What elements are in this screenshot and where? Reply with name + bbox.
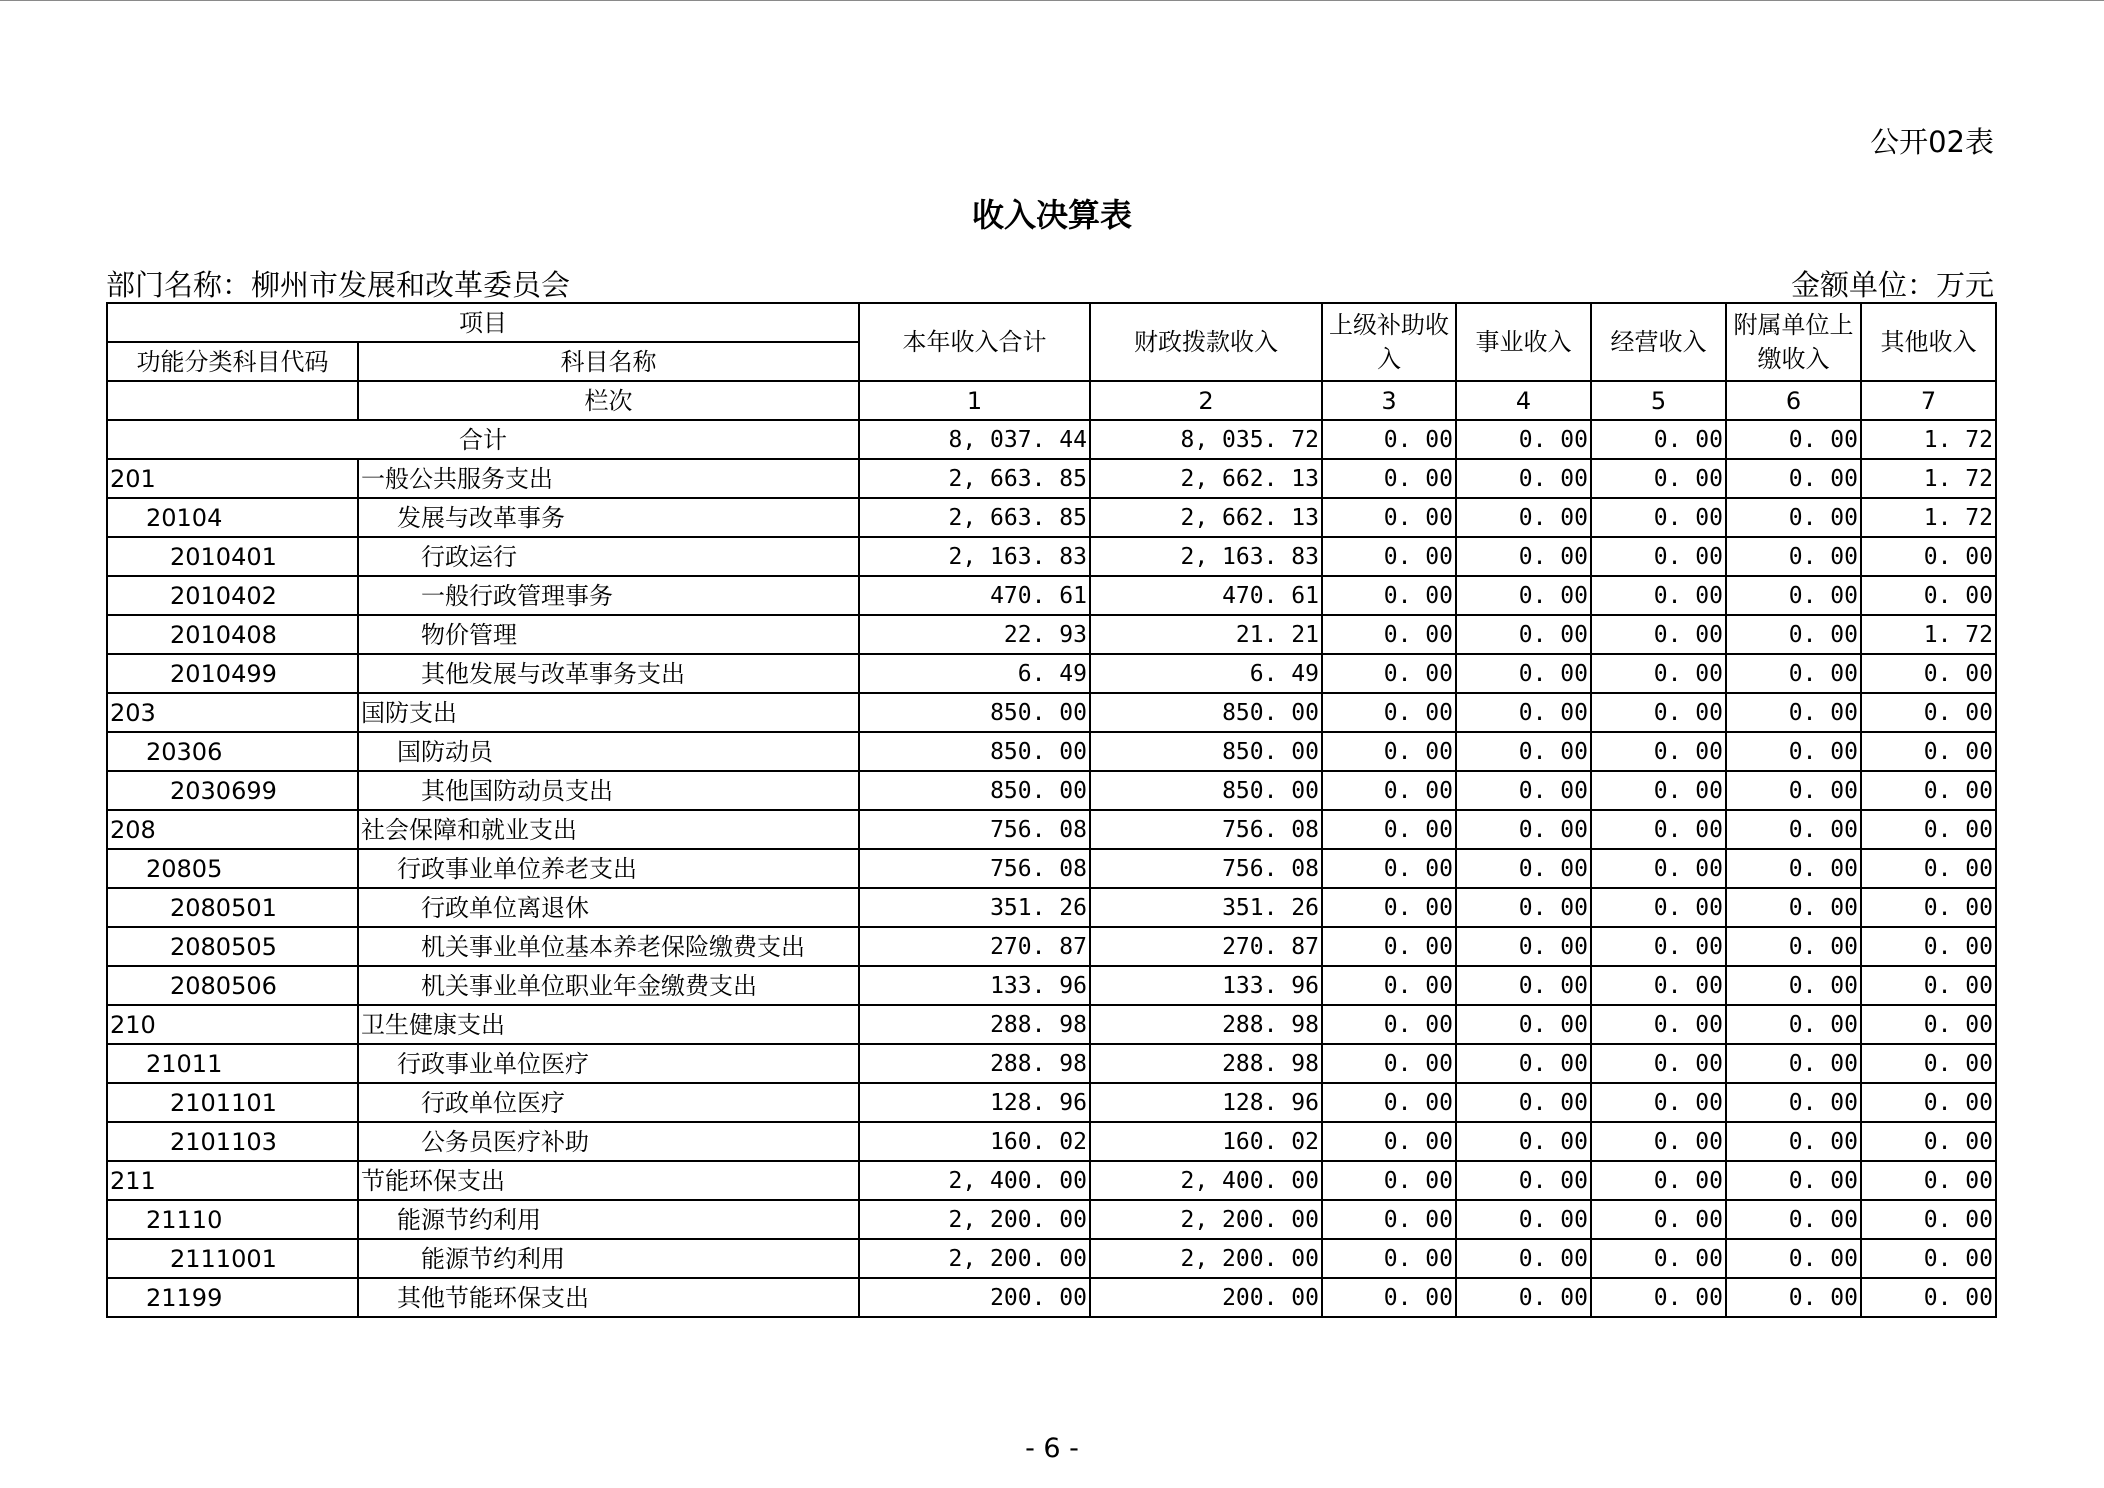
- amount-cell: 0. 00: [1591, 576, 1726, 615]
- amount-cell: 0. 00: [1861, 693, 1996, 732]
- subject-code: 21199: [107, 1278, 358, 1317]
- table-row: [107, 1161, 1996, 1200]
- amount-cell: 0. 00: [1726, 576, 1861, 615]
- column-number-blank: [107, 381, 358, 420]
- amount-cell: 0. 00: [1322, 576, 1456, 615]
- amount-cell: 2, 200. 00: [859, 1200, 1090, 1239]
- total-value: 0. 00: [1591, 420, 1726, 459]
- amount-cell: 0. 00: [1861, 810, 1996, 849]
- subject-name: 能源节约利用: [358, 1239, 859, 1278]
- amount-cell: 0. 00: [1322, 888, 1456, 927]
- table-row: [107, 1239, 1996, 1278]
- subject-name: 其他发展与改革事务支出: [358, 654, 859, 693]
- header-total-income: 本年收入合计: [859, 303, 1090, 381]
- amount-cell: 0. 00: [1591, 1200, 1726, 1239]
- amount-cell: 0. 00: [1861, 888, 1996, 927]
- amount-cell: 0. 00: [1591, 654, 1726, 693]
- amount-cell: 0. 00: [1456, 849, 1591, 888]
- amount-cell: 0. 00: [1456, 1239, 1591, 1278]
- amount-cell: 0. 00: [1726, 1083, 1861, 1122]
- amount-cell: 0. 00: [1726, 1278, 1861, 1317]
- table-row: [107, 654, 1996, 693]
- amount-cell: 0. 00: [1456, 693, 1591, 732]
- amount-cell: 0. 00: [1591, 1122, 1726, 1161]
- amount-cell: 0. 00: [1591, 1044, 1726, 1083]
- amount-cell: 0. 00: [1861, 1239, 1996, 1278]
- amount-cell: 850. 00: [859, 771, 1090, 810]
- subject-name: 其他国防动员支出: [358, 771, 859, 810]
- table-row: [107, 1083, 1996, 1122]
- amount-cell: 0. 00: [1726, 1005, 1861, 1044]
- subject-code: 20306: [107, 732, 358, 771]
- subject-name: 节能环保支出: [358, 1161, 859, 1200]
- column-number: 7: [1861, 381, 1996, 420]
- header-code: 功能分类科目代码: [107, 342, 358, 381]
- amount-cell: 2, 400. 00: [859, 1161, 1090, 1200]
- amount-cell: 0. 00: [1456, 654, 1591, 693]
- subject-code: 211: [107, 1161, 358, 1200]
- subject-name: 一般行政管理事务: [358, 576, 859, 615]
- subject-code: 2111001: [107, 1239, 358, 1278]
- amount-cell: 0. 00: [1861, 1122, 1996, 1161]
- amount-cell: 2, 662. 13: [1090, 459, 1322, 498]
- column-number-label: 栏次: [358, 381, 859, 420]
- subject-code: 2080506: [107, 966, 358, 1005]
- department-name: 部门名称：柳州市发展和改革委员会: [106, 268, 571, 302]
- table-row: [107, 966, 1996, 1005]
- amount-cell: 0. 00: [1726, 1122, 1861, 1161]
- page-number: - 6 -: [1025, 1433, 1079, 1464]
- amount-cell: 2, 200. 00: [1090, 1239, 1322, 1278]
- amount-cell: 0. 00: [1861, 732, 1996, 771]
- amount-cell: 288. 98: [859, 1005, 1090, 1044]
- amount-cell: 0. 00: [1456, 1122, 1591, 1161]
- header-business-income: 事业收入: [1456, 303, 1591, 381]
- amount-cell: 0. 00: [1726, 732, 1861, 771]
- amount-cell: 0. 00: [1861, 927, 1996, 966]
- subject-name: 能源节约利用: [358, 1200, 859, 1239]
- table-row: [107, 693, 1996, 732]
- amount-cell: 0. 00: [1456, 771, 1591, 810]
- amount-cell: 128. 96: [1090, 1083, 1322, 1122]
- header-other-income: 其他收入: [1861, 303, 1996, 381]
- subject-name: 卫生健康支出: [358, 1005, 859, 1044]
- amount-cell: 0. 00: [1591, 615, 1726, 654]
- amount-cell: 0. 00: [1591, 888, 1726, 927]
- page-title: 收入决算表: [971, 196, 1132, 234]
- header-item: 项目: [107, 303, 859, 342]
- amount-cell: 0. 00: [1322, 654, 1456, 693]
- amount-cell: 0. 00: [1456, 576, 1591, 615]
- amount-cell: 0. 00: [1322, 615, 1456, 654]
- subject-code: 2010408: [107, 615, 358, 654]
- amount-cell: 0. 00: [1322, 1239, 1456, 1278]
- amount-cell: 6. 49: [1090, 654, 1322, 693]
- amount-cell: 0. 00: [1726, 849, 1861, 888]
- amount-cell: 0. 00: [1726, 1161, 1861, 1200]
- table-row: [107, 459, 1996, 498]
- table-row: [107, 1278, 1996, 1317]
- amount-cell: 270. 87: [859, 927, 1090, 966]
- amount-cell: 0. 00: [1456, 1005, 1591, 1044]
- column-number: 4: [1456, 381, 1591, 420]
- amount-cell: 0. 00: [1322, 1161, 1456, 1200]
- subject-code: 21011: [107, 1044, 358, 1083]
- amount-cell: 0. 00: [1591, 810, 1726, 849]
- amount-cell: 0. 00: [1726, 459, 1861, 498]
- subject-name: 行政事业单位医疗: [358, 1044, 859, 1083]
- amount-cell: 133. 96: [1090, 966, 1322, 1005]
- table-row: [107, 576, 1996, 615]
- header-fiscal-allocation: 财政拨款收入: [1090, 303, 1322, 381]
- amount-cell: 0. 00: [1456, 1083, 1591, 1122]
- total-value: 0. 00: [1456, 420, 1591, 459]
- amount-cell: 0. 00: [1591, 498, 1726, 537]
- amount-cell: 270. 87: [1090, 927, 1322, 966]
- amount-cell: 0. 00: [1456, 1044, 1591, 1083]
- amount-cell: 756. 08: [1090, 849, 1322, 888]
- header-name: 科目名称: [358, 342, 859, 381]
- subject-code: 21110: [107, 1200, 358, 1239]
- subject-name: 机关事业单位职业年金缴费支出: [358, 966, 859, 1005]
- subject-name: 行政运行: [358, 537, 859, 576]
- amount-cell: 470. 61: [859, 576, 1090, 615]
- amount-cell: 0. 00: [1456, 498, 1591, 537]
- amount-cell: 0. 00: [1861, 537, 1996, 576]
- table-row: [107, 1044, 1996, 1083]
- page-top-border: [0, 0, 2104, 1]
- amount-cell: 0. 00: [1322, 771, 1456, 810]
- amount-cell: 0. 00: [1322, 732, 1456, 771]
- amount-cell: 1. 72: [1861, 615, 1996, 654]
- subject-name: 公务员医疗补助: [358, 1122, 859, 1161]
- amount-cell: 0. 00: [1861, 966, 1996, 1005]
- amount-cell: 0. 00: [1591, 1239, 1726, 1278]
- amount-cell: 0. 00: [1322, 1200, 1456, 1239]
- form-number: 公开02表: [1870, 125, 1994, 159]
- subject-code: 208: [107, 810, 358, 849]
- amount-cell: 0. 00: [1861, 1044, 1996, 1083]
- table-row: [107, 810, 1996, 849]
- amount-cell: 0. 00: [1456, 1161, 1591, 1200]
- amount-cell: 0. 00: [1591, 693, 1726, 732]
- amount-cell: 2, 200. 00: [1090, 1200, 1322, 1239]
- amount-cell: 0. 00: [1861, 1005, 1996, 1044]
- amount-cell: 2, 662. 13: [1090, 498, 1322, 537]
- total-label: 合计: [107, 420, 859, 459]
- amount-cell: 0. 00: [1726, 1200, 1861, 1239]
- amount-cell: 0. 00: [1322, 1122, 1456, 1161]
- amount-cell: 2, 163. 83: [859, 537, 1090, 576]
- amount-cell: 160. 02: [859, 1122, 1090, 1161]
- table-row: [107, 498, 1996, 537]
- amount-cell: 756. 08: [859, 810, 1090, 849]
- subject-code: 2010499: [107, 654, 358, 693]
- subject-name: 国防支出: [358, 693, 859, 732]
- amount-cell: 21. 21: [1090, 615, 1322, 654]
- column-number: 5: [1591, 381, 1726, 420]
- amount-cell: 0. 00: [1591, 966, 1726, 1005]
- amount-cell: 0. 00: [1591, 927, 1726, 966]
- amount-cell: 0. 00: [1591, 459, 1726, 498]
- amount-cell: 0. 00: [1726, 771, 1861, 810]
- subject-code: 2080505: [107, 927, 358, 966]
- table-row: [107, 1200, 1996, 1239]
- amount-cell: 0. 00: [1861, 654, 1996, 693]
- subject-name: 行政单位离退休: [358, 888, 859, 927]
- amount-cell: 0. 00: [1861, 1161, 1996, 1200]
- amount-cell: 0. 00: [1726, 615, 1861, 654]
- amount-cell: 0. 00: [1456, 966, 1591, 1005]
- amount-cell: 0. 00: [1726, 693, 1861, 732]
- amount-cell: 0. 00: [1322, 1005, 1456, 1044]
- table-row: [107, 771, 1996, 810]
- amount-cell: 200. 00: [1090, 1278, 1322, 1317]
- amount-cell: 0. 00: [1726, 810, 1861, 849]
- amount-cell: 0. 00: [1322, 1083, 1456, 1122]
- amount-cell: 0. 00: [1591, 771, 1726, 810]
- total-row: [107, 420, 1996, 459]
- amount-cell: 0. 00: [1322, 498, 1456, 537]
- amount-cell: 756. 08: [1090, 810, 1322, 849]
- amount-cell: 0. 00: [1591, 537, 1726, 576]
- amount-cell: 850. 00: [1090, 771, 1322, 810]
- amount-cell: 0. 00: [1861, 1200, 1996, 1239]
- amount-cell: 160. 02: [1090, 1122, 1322, 1161]
- amount-cell: 0. 00: [1456, 927, 1591, 966]
- column-number-row: [107, 381, 1996, 420]
- amount-cell: 0. 00: [1456, 888, 1591, 927]
- amount-cell: 0. 00: [1456, 1200, 1591, 1239]
- header-affiliate-income: 附属单位上缴收入: [1726, 303, 1861, 381]
- amount-cell: 0. 00: [1726, 927, 1861, 966]
- total-value: 8, 037. 44: [859, 420, 1090, 459]
- amount-cell: 0. 00: [1861, 849, 1996, 888]
- amount-cell: 0. 00: [1591, 732, 1726, 771]
- table-row: [107, 849, 1996, 888]
- subject-code: 201: [107, 459, 358, 498]
- amount-cell: 0. 00: [1726, 888, 1861, 927]
- table-row: [107, 1005, 1996, 1044]
- table-row: [107, 888, 1996, 927]
- subject-name: 行政单位医疗: [358, 1083, 859, 1122]
- amount-cell: 133. 96: [859, 966, 1090, 1005]
- amount-cell: 22. 93: [859, 615, 1090, 654]
- amount-cell: 0. 00: [1322, 810, 1456, 849]
- amount-cell: 0. 00: [1322, 966, 1456, 1005]
- amount-cell: 0. 00: [1591, 1278, 1726, 1317]
- subject-name: 发展与改革事务: [358, 498, 859, 537]
- amount-cell: 0. 00: [1322, 693, 1456, 732]
- subject-code: 2010401: [107, 537, 358, 576]
- subject-name: 物价管理: [358, 615, 859, 654]
- amount-cell: 2, 663. 85: [859, 459, 1090, 498]
- amount-cell: 0. 00: [1456, 732, 1591, 771]
- amount-cell: 351. 26: [1090, 888, 1322, 927]
- amount-cell: 0. 00: [1591, 1161, 1726, 1200]
- amount-cell: 0. 00: [1726, 966, 1861, 1005]
- amount-cell: 0. 00: [1726, 498, 1861, 537]
- amount-cell: 0. 00: [1456, 459, 1591, 498]
- table-row: [107, 537, 1996, 576]
- table-row: [107, 615, 1996, 654]
- subject-name: 国防动员: [358, 732, 859, 771]
- subject-name: 一般公共服务支出: [358, 459, 859, 498]
- amount-cell: 0. 00: [1726, 1044, 1861, 1083]
- subject-name: 社会保障和就业支出: [358, 810, 859, 849]
- amount-cell: 200. 00: [859, 1278, 1090, 1317]
- subject-name: 机关事业单位基本养老保险缴费支出: [358, 927, 859, 966]
- amount-cell: 0. 00: [1322, 927, 1456, 966]
- subject-code: 2030699: [107, 771, 358, 810]
- subject-code: 210: [107, 1005, 358, 1044]
- total-value: 8, 035. 72: [1090, 420, 1322, 459]
- amount-cell: 0. 00: [1456, 810, 1591, 849]
- subject-name: 行政事业单位养老支出: [358, 849, 859, 888]
- amount-cell: 0. 00: [1861, 1278, 1996, 1317]
- header-operating-income: 经营收入: [1591, 303, 1726, 381]
- amount-cell: 2, 200. 00: [859, 1239, 1090, 1278]
- subject-code: 203: [107, 693, 358, 732]
- table-body: [107, 420, 1996, 1317]
- amount-cell: 0. 00: [1322, 1044, 1456, 1083]
- amount-cell: 288. 98: [859, 1044, 1090, 1083]
- subject-code: 2101101: [107, 1083, 358, 1122]
- column-number: 2: [1090, 381, 1322, 420]
- subject-code: 2080501: [107, 888, 358, 927]
- amount-cell: 0. 00: [1456, 615, 1591, 654]
- amount-cell: 0. 00: [1861, 576, 1996, 615]
- amount-cell: 288. 98: [1090, 1044, 1322, 1083]
- table-row: [107, 927, 1996, 966]
- amount-cell: 128. 96: [859, 1083, 1090, 1122]
- amount-cell: 0. 00: [1591, 1083, 1726, 1122]
- column-number: 3: [1322, 381, 1456, 420]
- amount-cell: 0. 00: [1861, 1083, 1996, 1122]
- amount-cell: 2, 163. 83: [1090, 537, 1322, 576]
- amount-cell: 2, 400. 00: [1090, 1161, 1322, 1200]
- amount-cell: 0. 00: [1591, 1005, 1726, 1044]
- amount-cell: 0. 00: [1322, 459, 1456, 498]
- amount-cell: 351. 26: [859, 888, 1090, 927]
- amount-cell: 0. 00: [1861, 771, 1996, 810]
- amount-unit: 金额单位：万元: [1790, 268, 1994, 302]
- amount-cell: 0. 00: [1726, 1239, 1861, 1278]
- amount-cell: 470. 61: [1090, 576, 1322, 615]
- amount-cell: 6. 49: [859, 654, 1090, 693]
- amount-cell: 756. 08: [859, 849, 1090, 888]
- amount-cell: 2, 663. 85: [859, 498, 1090, 537]
- amount-cell: 850. 00: [859, 693, 1090, 732]
- amount-cell: 0. 00: [1322, 1278, 1456, 1317]
- header-superior-subsidy: 上级补助收入: [1322, 303, 1456, 381]
- subject-code: 20805: [107, 849, 358, 888]
- income-table: [106, 302, 1997, 1318]
- table-row: [107, 1122, 1996, 1161]
- amount-cell: 1. 72: [1861, 459, 1996, 498]
- column-number: 1: [859, 381, 1090, 420]
- subject-code: 2010402: [107, 576, 358, 615]
- amount-cell: 0. 00: [1456, 1278, 1591, 1317]
- amount-cell: 288. 98: [1090, 1005, 1322, 1044]
- table-row: [107, 732, 1996, 771]
- amount-cell: 850. 00: [1090, 693, 1322, 732]
- amount-cell: 0. 00: [1322, 537, 1456, 576]
- amount-cell: 0. 00: [1591, 849, 1726, 888]
- subject-code: 2101103: [107, 1122, 358, 1161]
- column-number: 6: [1726, 381, 1861, 420]
- amount-cell: 0. 00: [1726, 537, 1861, 576]
- amount-cell: 850. 00: [859, 732, 1090, 771]
- amount-cell: 0. 00: [1456, 537, 1591, 576]
- table-header: [107, 303, 1996, 420]
- subject-code: 20104: [107, 498, 358, 537]
- amount-cell: 0. 00: [1726, 654, 1861, 693]
- total-value: 0. 00: [1726, 420, 1861, 459]
- amount-cell: 1. 72: [1861, 498, 1996, 537]
- amount-cell: 0. 00: [1322, 849, 1456, 888]
- total-value: 1. 72: [1861, 420, 1996, 459]
- amount-cell: 850. 00: [1090, 732, 1322, 771]
- subject-name: 其他节能环保支出: [358, 1278, 859, 1317]
- total-value: 0. 00: [1322, 420, 1456, 459]
